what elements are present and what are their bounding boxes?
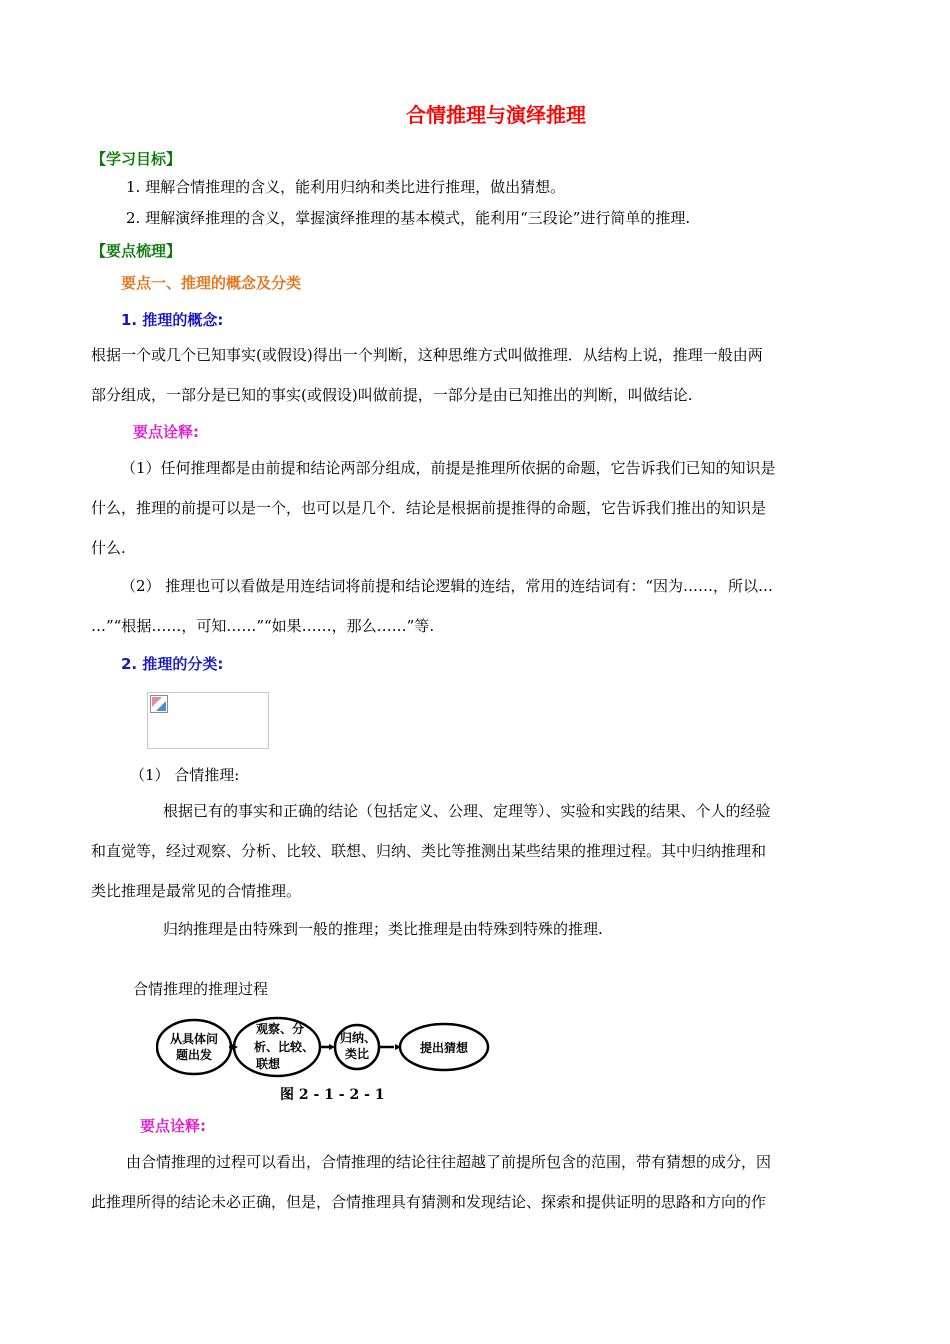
flow-node-2-line-2: 析、比较、 bbox=[253, 1040, 315, 1054]
reasoning-flow-diagram bbox=[156, 1015, 492, 1105]
flow-node-1-shape bbox=[157, 1020, 231, 1074]
flow-node-2-line-1: 观察、分 bbox=[255, 1022, 305, 1036]
goal-item-2: 2. 理解演绎推理的含义，掌握演绎推理的基本模式，能利用“三段论”进行简单的推理. bbox=[126, 209, 691, 227]
flow-node-1-line-1: 从具体问 bbox=[169, 1032, 219, 1046]
broken-image-placeholder bbox=[147, 692, 269, 749]
point1-heading: 要点一、推理的概念及分类 bbox=[121, 274, 302, 292]
plausible-label: （1） 合情推理: bbox=[130, 766, 240, 784]
learning-goals-heading: 【学习目标】 bbox=[91, 150, 182, 168]
note1-line-1: （1）任何推理都是由前提和结论两部分组成，前提是推理所依据的命题，它告诉我们已知的知识是 bbox=[121, 459, 776, 477]
plausible-line-1: 根据已有的事实和正确的结论（包括定义、公理、定理等）、实验和实践的结果、个人的经验 bbox=[163, 802, 771, 820]
final-line-1: 由合情推理的过程可以看出，合情推理的结论往往超越了前提所包含的范围，带有猜想的成分，因 bbox=[126, 1153, 772, 1171]
flow-node-3-line-1: 归纳、 bbox=[339, 1031, 377, 1045]
classification-heading: 2. 推理的分类: bbox=[121, 655, 224, 673]
flow-node-4-label: 提出猜想 bbox=[419, 1041, 469, 1055]
plausible-line-2: 和直觉等，经过观察、分析、比较、联想、归纳、类比等推测出某些结果的推理过程。其中归纳推理和 bbox=[91, 842, 767, 860]
flow-caption: 图 2 - 1 - 2 - 1 bbox=[280, 1087, 385, 1103]
flow-node-3-line-2: 类比 bbox=[344, 1047, 370, 1061]
note1-line-2: 什么，推理的前提可以是一个，也可以是几个．结论是根据前提推得的命题，它告诉我们推出的知识是 bbox=[91, 499, 767, 517]
broken-image-icon bbox=[150, 695, 168, 713]
flow-node-2-line-3: 联想 bbox=[255, 1057, 281, 1071]
page-title: 合情推理与演绎推理 bbox=[406, 103, 586, 127]
process-title: 合情推理的推理过程 bbox=[133, 980, 269, 998]
note-heading-2: 要点诠释: bbox=[140, 1117, 206, 1135]
plausible-line-4: 归纳推理是由特殊到一般的推理；类比推理是由特殊到特殊的推理. bbox=[163, 920, 603, 938]
note2-line-2: …”“根据……，可知……”“如果……，那么……”等. bbox=[91, 617, 435, 635]
key-points-heading: 【要点梳理】 bbox=[91, 242, 182, 260]
note-heading: 要点诠释: bbox=[133, 423, 199, 441]
note2-line-1: （2） 推理也可以看做是用连结词将前提和结论逻辑的连结，常用的连结词有：“因为……，所以… bbox=[121, 577, 773, 595]
final-line-2: 此推理所得的结论未必正确，但是，合情推理具有猜测和发现结论、探索和提供证明的思路和方向的作 bbox=[91, 1193, 767, 1211]
concept-line-2: 部分组成，一部分是已知的事实(或假设)叫做前提，一部分是由已知推出的判断，叫做结论. bbox=[91, 386, 693, 404]
concept-line-1: 根据一个或几个已知事实(或假设)得出一个判断，这种思维方式叫做推理．从结构上说，推理一般由两 bbox=[91, 346, 763, 364]
plausible-line-3: 类比推理是最常见的合情推理。 bbox=[91, 882, 302, 900]
goal-item-1: 1. 理解合情推理的含义，能利用归纳和类比进行推理，做出猜想。 bbox=[126, 178, 566, 196]
concept-heading: 1. 推理的概念: bbox=[121, 311, 224, 329]
flow-node-1-line-2: 题出发 bbox=[175, 1048, 213, 1062]
note1-line-3: 什么. bbox=[91, 539, 126, 557]
